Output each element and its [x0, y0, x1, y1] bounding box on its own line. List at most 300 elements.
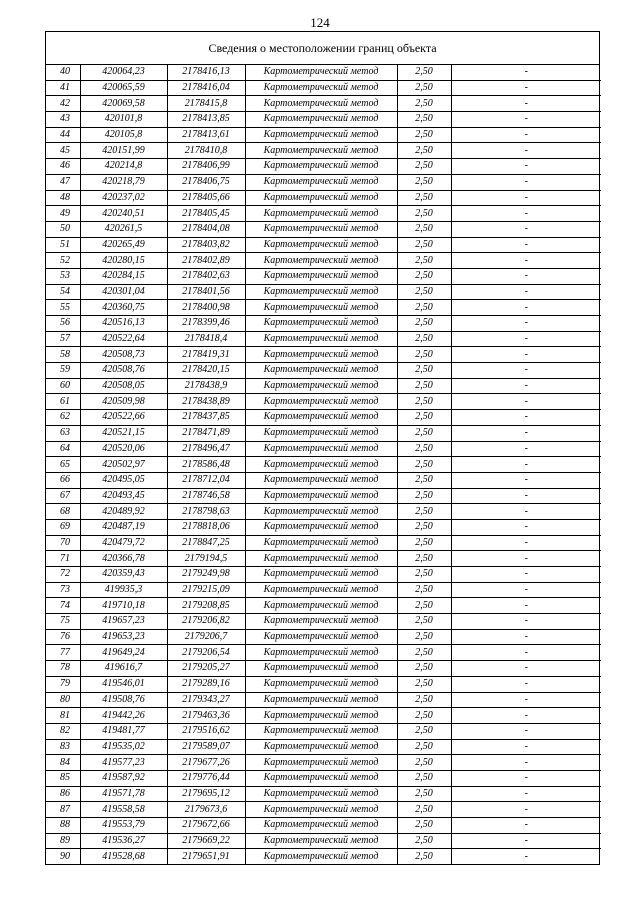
- cell-method: Картометрический метод: [245, 770, 397, 786]
- cell-accuracy: 2,50: [397, 221, 451, 237]
- cell-method: Картометрический метод: [245, 645, 397, 661]
- table-row: [46, 80, 601, 96]
- cell-point-number: 84: [46, 755, 80, 771]
- cell-y-coordinate: 2179289,16: [167, 676, 245, 692]
- cell-y-coordinate: 2178413,85: [167, 112, 245, 128]
- cell-x-coordinate: 419442,26: [80, 708, 167, 724]
- cell-description: -: [451, 190, 601, 206]
- cell-point-number: 65: [46, 457, 80, 473]
- cell-y-coordinate: 2178406,75: [167, 174, 245, 190]
- cell-method: Картометрический метод: [245, 629, 397, 645]
- cell-description: -: [451, 755, 601, 771]
- cell-accuracy: 2,50: [397, 441, 451, 457]
- table-row: [46, 645, 601, 661]
- cell-method: Картометрический метод: [245, 80, 397, 96]
- cell-description: -: [451, 174, 601, 190]
- table-row: [46, 221, 601, 237]
- cell-accuracy: 2,50: [397, 300, 451, 316]
- cell-accuracy: 2,50: [397, 378, 451, 394]
- cell-description: -: [451, 802, 601, 818]
- cell-x-coordinate: 419546,01: [80, 676, 167, 692]
- table-row: [46, 535, 601, 551]
- cell-y-coordinate: 2178847,25: [167, 535, 245, 551]
- cell-x-coordinate: 420495,05: [80, 472, 167, 488]
- cell-point-number: 77: [46, 645, 80, 661]
- cell-y-coordinate: 2179194,5: [167, 551, 245, 567]
- cell-point-number: 81: [46, 708, 80, 724]
- cell-description: -: [451, 394, 601, 410]
- cell-point-number: 45: [46, 143, 80, 159]
- cell-description: -: [451, 849, 601, 864]
- cell-method: Картометрический метод: [245, 551, 397, 567]
- cell-accuracy: 2,50: [397, 65, 451, 80]
- cell-accuracy: 2,50: [397, 394, 451, 410]
- table-row: [46, 174, 601, 190]
- cell-description: -: [451, 770, 601, 786]
- cell-point-number: 54: [46, 284, 80, 300]
- cell-point-number: 69: [46, 519, 80, 535]
- cell-point-number: 48: [46, 190, 80, 206]
- cell-method: Картометрический метод: [245, 567, 397, 583]
- cell-point-number: 80: [46, 692, 80, 708]
- table-row: [46, 472, 601, 488]
- cell-description: -: [451, 833, 601, 849]
- cell-x-coordinate: 420240,51: [80, 206, 167, 222]
- cell-accuracy: 2,50: [397, 676, 451, 692]
- cell-method: Картометрический метод: [245, 849, 397, 864]
- cell-description: -: [451, 676, 601, 692]
- cell-y-coordinate: 2179516,62: [167, 723, 245, 739]
- cell-accuracy: 2,50: [397, 331, 451, 347]
- cell-x-coordinate: 420521,15: [80, 425, 167, 441]
- cell-description: -: [451, 316, 601, 332]
- cell-y-coordinate: 2178818,06: [167, 519, 245, 535]
- cell-y-coordinate: 2179205,27: [167, 661, 245, 677]
- cell-description: -: [451, 378, 601, 394]
- table-row: [46, 818, 601, 834]
- cell-method: Картометрический метод: [245, 65, 397, 80]
- cell-description: -: [451, 112, 601, 128]
- cell-description: -: [451, 629, 601, 645]
- cell-y-coordinate: 2179677,26: [167, 755, 245, 771]
- cell-description: -: [451, 551, 601, 567]
- cell-accuracy: 2,50: [397, 786, 451, 802]
- cell-point-number: 72: [46, 567, 80, 583]
- cell-accuracy: 2,50: [397, 833, 451, 849]
- cell-method: Картометрический метод: [245, 174, 397, 190]
- cell-method: Картометрический метод: [245, 363, 397, 379]
- cell-method: Картометрический метод: [245, 378, 397, 394]
- cell-y-coordinate: 2178419,31: [167, 347, 245, 363]
- cell-accuracy: 2,50: [397, 472, 451, 488]
- table-row: [46, 159, 601, 175]
- cell-description: -: [451, 786, 601, 802]
- table-row: [46, 582, 601, 598]
- cell-x-coordinate: 420301,04: [80, 284, 167, 300]
- table-row: [46, 268, 601, 284]
- cell-accuracy: 2,50: [397, 739, 451, 755]
- cell-description: -: [451, 739, 601, 755]
- cell-accuracy: 2,50: [397, 692, 451, 708]
- cell-method: Картометрический метод: [245, 268, 397, 284]
- cell-description: -: [451, 127, 601, 143]
- cell-description: -: [451, 206, 601, 222]
- cell-point-number: 73: [46, 582, 80, 598]
- cell-method: Картометрический метод: [245, 488, 397, 504]
- cell-description: -: [451, 535, 601, 551]
- cell-method: Картометрический метод: [245, 127, 397, 143]
- cell-x-coordinate: 419535,02: [80, 739, 167, 755]
- cell-point-number: 79: [46, 676, 80, 692]
- cell-description: -: [451, 65, 601, 80]
- cell-x-coordinate: 420366,78: [80, 551, 167, 567]
- cell-point-number: 49: [46, 206, 80, 222]
- cell-method: Картометрический метод: [245, 786, 397, 802]
- cell-method: Картометрический метод: [245, 833, 397, 849]
- table-title: Сведения о местоположении границ объекта: [46, 32, 599, 65]
- cell-y-coordinate: 2178438,89: [167, 394, 245, 410]
- table-row: [46, 661, 601, 677]
- cell-description: -: [451, 221, 601, 237]
- cell-x-coordinate: 420489,92: [80, 504, 167, 520]
- cell-description: -: [451, 410, 601, 426]
- cell-description: -: [451, 159, 601, 175]
- cell-accuracy: 2,50: [397, 80, 451, 96]
- cell-accuracy: 2,50: [397, 755, 451, 771]
- table-row: [46, 504, 601, 520]
- cell-accuracy: 2,50: [397, 519, 451, 535]
- cell-x-coordinate: 419558,58: [80, 802, 167, 818]
- table-row: [46, 802, 601, 818]
- cell-x-coordinate: 419657,23: [80, 614, 167, 630]
- cell-x-coordinate: 419649,24: [80, 645, 167, 661]
- cell-point-number: 44: [46, 127, 80, 143]
- table-row: [46, 488, 601, 504]
- table-row: [46, 708, 601, 724]
- cell-description: -: [451, 331, 601, 347]
- table-row: [46, 457, 601, 473]
- cell-point-number: 63: [46, 425, 80, 441]
- cell-method: Картометрический метод: [245, 582, 397, 598]
- cell-method: Картометрический метод: [245, 331, 397, 347]
- cell-y-coordinate: 2179249,98: [167, 567, 245, 583]
- cell-y-coordinate: 2178402,63: [167, 268, 245, 284]
- cell-description: -: [451, 80, 601, 96]
- cell-description: -: [451, 472, 601, 488]
- cell-accuracy: 2,50: [397, 206, 451, 222]
- cell-description: -: [451, 143, 601, 159]
- cell-x-coordinate: 420064,23: [80, 65, 167, 80]
- cell-x-coordinate: 420508,05: [80, 378, 167, 394]
- cell-accuracy: 2,50: [397, 551, 451, 567]
- cell-x-coordinate: 420284,15: [80, 268, 167, 284]
- cell-accuracy: 2,50: [397, 425, 451, 441]
- cell-point-number: 55: [46, 300, 80, 316]
- cell-accuracy: 2,50: [397, 237, 451, 253]
- cell-y-coordinate: 2179776,44: [167, 770, 245, 786]
- cell-point-number: 40: [46, 65, 80, 80]
- cell-y-coordinate: 2178402,89: [167, 253, 245, 269]
- cell-method: Картометрический метод: [245, 708, 397, 724]
- cell-method: Картометрический метод: [245, 394, 397, 410]
- table-row: [46, 849, 601, 864]
- cell-y-coordinate: 2179651,91: [167, 849, 245, 864]
- cell-x-coordinate: 420214,8: [80, 159, 167, 175]
- cell-point-number: 82: [46, 723, 80, 739]
- cell-y-coordinate: 2179672,66: [167, 818, 245, 834]
- table-row: [46, 551, 601, 567]
- cell-point-number: 47: [46, 174, 80, 190]
- cell-method: Картометрический метод: [245, 221, 397, 237]
- cell-y-coordinate: 2179669,22: [167, 833, 245, 849]
- cell-accuracy: 2,50: [397, 112, 451, 128]
- cell-y-coordinate: 2179343,27: [167, 692, 245, 708]
- cell-x-coordinate: 420065,59: [80, 80, 167, 96]
- cell-y-coordinate: 2179208,85: [167, 598, 245, 614]
- cell-y-coordinate: 2178415,8: [167, 96, 245, 112]
- cell-method: Картометрический метод: [245, 598, 397, 614]
- cell-accuracy: 2,50: [397, 661, 451, 677]
- table-row: [46, 833, 601, 849]
- cell-y-coordinate: 2178496,47: [167, 441, 245, 457]
- cell-x-coordinate: 419587,92: [80, 770, 167, 786]
- cell-description: -: [451, 284, 601, 300]
- table-row: [46, 755, 601, 771]
- cell-accuracy: 2,50: [397, 347, 451, 363]
- cell-accuracy: 2,50: [397, 802, 451, 818]
- cell-accuracy: 2,50: [397, 567, 451, 583]
- cell-y-coordinate: 2179206,7: [167, 629, 245, 645]
- cell-description: -: [451, 268, 601, 284]
- cell-accuracy: 2,50: [397, 818, 451, 834]
- table-row: [46, 253, 601, 269]
- cell-y-coordinate: 2178471,89: [167, 425, 245, 441]
- cell-point-number: 70: [46, 535, 80, 551]
- cell-x-coordinate: 420502,97: [80, 457, 167, 473]
- cell-method: Картометрический метод: [245, 755, 397, 771]
- cell-x-coordinate: 419710,18: [80, 598, 167, 614]
- cell-point-number: 57: [46, 331, 80, 347]
- cell-accuracy: 2,50: [397, 284, 451, 300]
- cell-point-number: 83: [46, 739, 80, 755]
- cell-x-coordinate: 420508,73: [80, 347, 167, 363]
- cell-point-number: 58: [46, 347, 80, 363]
- cell-y-coordinate: 2179215,09: [167, 582, 245, 598]
- table-row: [46, 284, 601, 300]
- table-row: [46, 441, 601, 457]
- cell-description: -: [451, 708, 601, 724]
- table-row: [46, 378, 601, 394]
- cell-point-number: 41: [46, 80, 80, 96]
- cell-method: Картометрический метод: [245, 457, 397, 473]
- cell-accuracy: 2,50: [397, 190, 451, 206]
- table-row: [46, 316, 601, 332]
- cell-point-number: 85: [46, 770, 80, 786]
- cell-x-coordinate: 420360,75: [80, 300, 167, 316]
- cell-accuracy: 2,50: [397, 159, 451, 175]
- cell-y-coordinate: 2178399,46: [167, 316, 245, 332]
- cell-x-coordinate: 419553,79: [80, 818, 167, 834]
- table-row: [46, 425, 601, 441]
- table-row: [46, 739, 601, 755]
- cell-x-coordinate: 420522,66: [80, 410, 167, 426]
- cell-description: -: [451, 488, 601, 504]
- cell-method: Картометрический метод: [245, 692, 397, 708]
- cell-method: Картометрический метод: [245, 425, 397, 441]
- cell-point-number: 59: [46, 363, 80, 379]
- cell-point-number: 75: [46, 614, 80, 630]
- cell-y-coordinate: 2178420,15: [167, 363, 245, 379]
- cell-y-coordinate: 2178586,48: [167, 457, 245, 473]
- cell-description: -: [451, 818, 601, 834]
- table-row: [46, 629, 601, 645]
- cell-point-number: 76: [46, 629, 80, 645]
- cell-x-coordinate: 420508,76: [80, 363, 167, 379]
- cell-point-number: 71: [46, 551, 80, 567]
- table-row: [46, 519, 601, 535]
- cell-accuracy: 2,50: [397, 629, 451, 645]
- cell-method: Картометрический метод: [245, 143, 397, 159]
- table-row: [46, 614, 601, 630]
- cell-x-coordinate: 420261,5: [80, 221, 167, 237]
- cell-method: Картометрический метод: [245, 237, 397, 253]
- cell-description: -: [451, 723, 601, 739]
- cell-x-coordinate: 419536,27: [80, 833, 167, 849]
- table-row: [46, 127, 601, 143]
- cell-method: Картометрический метод: [245, 190, 397, 206]
- cell-description: -: [451, 347, 601, 363]
- cell-accuracy: 2,50: [397, 614, 451, 630]
- cell-method: Картометрический метод: [245, 300, 397, 316]
- cell-x-coordinate: 420069,58: [80, 96, 167, 112]
- cell-x-coordinate: 420280,15: [80, 253, 167, 269]
- cell-point-number: 50: [46, 221, 80, 237]
- cell-y-coordinate: 2178418,4: [167, 331, 245, 347]
- cell-y-coordinate: 2178406,99: [167, 159, 245, 175]
- cell-accuracy: 2,50: [397, 488, 451, 504]
- cell-method: Картометрический метод: [245, 676, 397, 692]
- cell-point-number: 89: [46, 833, 80, 849]
- cell-method: Картометрический метод: [245, 96, 397, 112]
- cell-x-coordinate: 420237,02: [80, 190, 167, 206]
- cell-x-coordinate: 420516,13: [80, 316, 167, 332]
- cell-method: Картометрический метод: [245, 614, 397, 630]
- cell-point-number: 43: [46, 112, 80, 128]
- table-row: [46, 676, 601, 692]
- table-row: [46, 692, 601, 708]
- cell-description: -: [451, 363, 601, 379]
- cell-description: -: [451, 96, 601, 112]
- cell-method: Картометрический метод: [245, 661, 397, 677]
- cell-y-coordinate: 2179695,12: [167, 786, 245, 802]
- cell-description: -: [451, 237, 601, 253]
- cell-x-coordinate: 420509,98: [80, 394, 167, 410]
- cell-point-number: 62: [46, 410, 80, 426]
- cell-x-coordinate: 419577,23: [80, 755, 167, 771]
- cell-accuracy: 2,50: [397, 708, 451, 724]
- cell-accuracy: 2,50: [397, 535, 451, 551]
- cell-y-coordinate: 2178403,82: [167, 237, 245, 253]
- table-row: [46, 96, 601, 112]
- cell-method: Картометрический метод: [245, 739, 397, 755]
- cell-x-coordinate: 419508,76: [80, 692, 167, 708]
- cell-accuracy: 2,50: [397, 457, 451, 473]
- cell-method: Картометрический метод: [245, 112, 397, 128]
- cell-x-coordinate: 420151,99: [80, 143, 167, 159]
- cell-x-coordinate: 420105,8: [80, 127, 167, 143]
- cell-point-number: 78: [46, 661, 80, 677]
- cell-method: Картометрический метод: [245, 316, 397, 332]
- cell-point-number: 56: [46, 316, 80, 332]
- cell-description: -: [451, 253, 601, 269]
- cell-y-coordinate: 2178410,8: [167, 143, 245, 159]
- cell-x-coordinate: 420265,49: [80, 237, 167, 253]
- cell-method: Картометрический метод: [245, 441, 397, 457]
- cell-x-coordinate: 419528,68: [80, 849, 167, 864]
- cell-x-coordinate: 420520,06: [80, 441, 167, 457]
- cell-description: -: [451, 425, 601, 441]
- cell-y-coordinate: 2178416,13: [167, 65, 245, 80]
- cell-description: -: [451, 519, 601, 535]
- cell-y-coordinate: 2178400,98: [167, 300, 245, 316]
- cell-point-number: 68: [46, 504, 80, 520]
- cell-y-coordinate: 2178798,63: [167, 504, 245, 520]
- cell-y-coordinate: 2178404,08: [167, 221, 245, 237]
- cell-description: -: [451, 504, 601, 520]
- cell-y-coordinate: 2178746,58: [167, 488, 245, 504]
- table-row: [46, 567, 601, 583]
- cell-description: -: [451, 567, 601, 583]
- cell-description: -: [451, 661, 601, 677]
- table-row: [46, 190, 601, 206]
- cell-y-coordinate: 2179589,07: [167, 739, 245, 755]
- cell-description: -: [451, 614, 601, 630]
- cell-x-coordinate: 420101,8: [80, 112, 167, 128]
- table-row: [46, 237, 601, 253]
- cell-accuracy: 2,50: [397, 598, 451, 614]
- table-row: [46, 410, 601, 426]
- cell-y-coordinate: 2178405,45: [167, 206, 245, 222]
- cell-x-coordinate: 420359,43: [80, 567, 167, 583]
- cell-accuracy: 2,50: [397, 363, 451, 379]
- table-row: [46, 394, 601, 410]
- table-row: [46, 598, 601, 614]
- cell-accuracy: 2,50: [397, 127, 451, 143]
- page-number: 124: [310, 15, 330, 30]
- boundary-table-sheet: [45, 31, 600, 865]
- cell-accuracy: 2,50: [397, 723, 451, 739]
- cell-x-coordinate: 419653,23: [80, 629, 167, 645]
- cell-accuracy: 2,50: [397, 770, 451, 786]
- cell-accuracy: 2,50: [397, 645, 451, 661]
- cell-point-number: 74: [46, 598, 80, 614]
- cell-x-coordinate: 419481,77: [80, 723, 167, 739]
- cell-method: Картометрический метод: [245, 410, 397, 426]
- cell-y-coordinate: 2179463,36: [167, 708, 245, 724]
- cell-description: -: [451, 457, 601, 473]
- cell-point-number: 46: [46, 159, 80, 175]
- cell-description: -: [451, 300, 601, 316]
- table-row: [46, 65, 601, 80]
- cell-method: Картометрический метод: [245, 504, 397, 520]
- cell-y-coordinate: 2178437,85: [167, 410, 245, 426]
- table-row: [46, 331, 601, 347]
- table-row: [46, 112, 601, 128]
- cell-x-coordinate: 420487,19: [80, 519, 167, 535]
- cell-method: Картометрический метод: [245, 347, 397, 363]
- cell-description: -: [451, 645, 601, 661]
- cell-y-coordinate: 2178413,61: [167, 127, 245, 143]
